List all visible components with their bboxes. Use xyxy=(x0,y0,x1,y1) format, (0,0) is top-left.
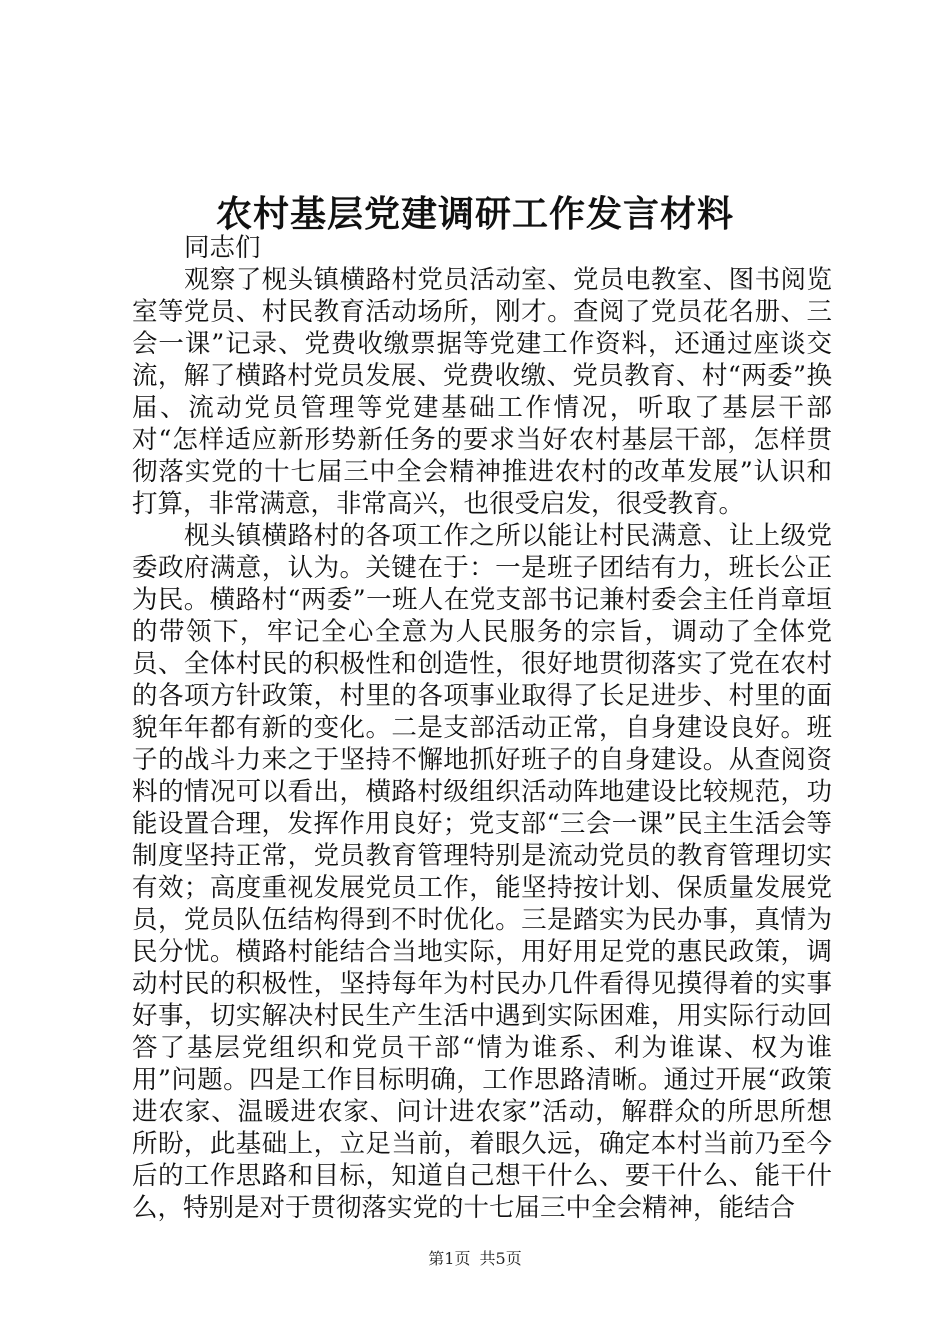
page-footer xyxy=(0,1246,950,1269)
page-title: 农村基层党建调研工作发言材料 xyxy=(215,193,734,235)
document-body xyxy=(132,232,832,1224)
page-total: 共5页 xyxy=(479,1249,522,1268)
salutation: 同志们 xyxy=(184,233,261,263)
paragraph-1: 观察了枧头镇横路村党员活动室、党员电教室、图书阅览室等党员、村民教育活动场所，刚才。查阅了党员花名册、三会一课”记录、党费收缴票据等党建工作资料，还通过座谈交流，解了横路村党员发展、党费收缴、党员教育、村“两委”换届、流动党员管理等党建基础工作情况，听取了基层干部对“怎样适应新形势新任务的要求当好农村基层干部，怎样贯彻落实党的十七届三中全会精神推进农村的改革发展”认识和打算，非常满意，非常高兴，也很受启发，很受教育。 xyxy=(132,265,832,519)
page-number: 第1页 xyxy=(428,1249,471,1268)
paragraph-2: 枧头镇横路村的各项工作之所以能让村民满意、让上级党委政府满意，认为。关键在于：一是班子团结有力，班长公正为民。横路村“两委”一班人在党支部书记兼村委会主任肖章垣的带领下，牢记全心全意为人民服务的宗旨，调动了全体党员、全体村民的积极性和创造性，很好地贯彻落实了党在农村的各项方针政策，村里的各项事业取得了长足进步、村里的面貌年年都有新的变化。二是支部活动正常，自身建设良好。班子的战斗力来之于坚持不懈地抓好班子的自身建设。从查阅资料的情况可以看出，横路村级组织活动阵地建设比较规范，功能设置合理，发挥作用良好；党支部“三会一课”民主生活会等制度坚持正常，党员教育管理特别是流动党员的教育管理切实有效；高度重视发展党员工作，能坚持按计划、保质量发展党员，党员队伍结构得到不时优化。三是踏实为民办事，真情为民分忧。横路村能结合当地实际，用好用足党的惠民政策，调动村民的积极性，坚持每年为村民办几件看得见摸得着的实事好事，切实解决村民生产生活中遇到实际困难，用实际行动回答了基层党组织和党员干部“情为谁系、利为谁谋、权为谁用”问题。四是工作目标明确，工作思路清晰。通过开展“政策进农家、温暖进农家、问计进农家”活动，解群众的所思所想所盼，此基础上，立足当前，着眼久远，确定本村当前乃至今后的工作思路和目标，知道自己想干什么、要干什么、能干什么，特别是对于贯彻落实党的十七届三中全会精神，能结合 xyxy=(132,521,832,1223)
